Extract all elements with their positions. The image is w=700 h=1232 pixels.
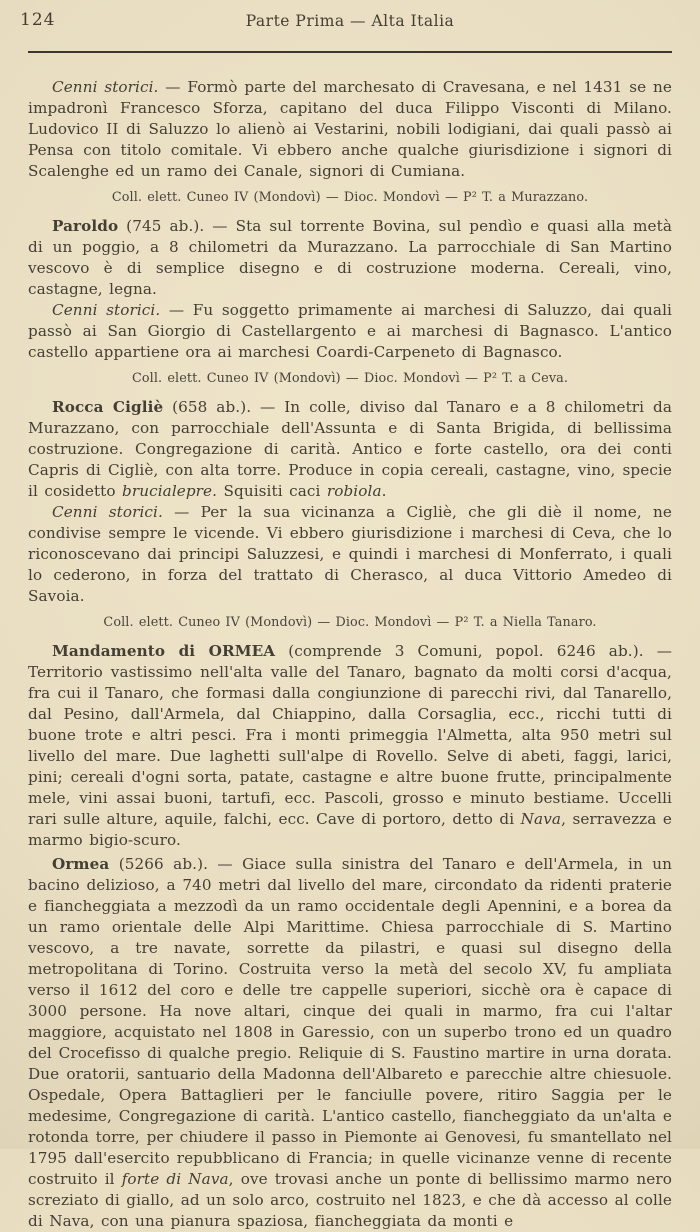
electoral-note-murazzano: Coll. elett. Cuneo IV (Mondovì) — Dioc. Mondovì — P² T. a Murazzano. (111, 190, 589, 205)
paragraph-text: (5266 ab.). — Giace sulla sinistra del Tanaro e dell'Armela, in un bacino delizioso, a 740 metri dal livello del mare, circondato da ridenti praterie e fiancheggiata a mezzodì da un ramo occidentale degli Apennini, e a borea da un ramo orientale delle Alpi Marittime. Chiesa parrocchiale di S. Martino vescovo, a tre navate, sorrette da pilastri, e quasi sul disegno della metropolitana di Torino. Costruita verso la metà del secolo XV, fu ampliata verso il 1612 del coro e delle tre cappelle superiori, sicchè ora è capace di 3000 persone. Ha nove altari, cinque dei quali in marmo, fra cui l'altar maggiore, acquistato nel 1808 in Garessio, con un superbo trono ed un quadro del Crocefisso di qualche pregio. Reliquie di S. Faustino martire in urna dorata. Due oratorii, santuario della Madonna dell'Albareto e parecchie altre chiesuole. Ospedale, Opera Battaglieri per le fanciulle povere, ritiro Saggia per le medesime, Congregazione di carità. L'antico castello, fiancheggiato da un'alta e rotonda torre, per chiudere il passo in Piemonte ai Genovesi, fu smantellato nel 1795 dall'esercito repubblicano di Francia; in quelle vicinanze venne di recente costruito il (28, 855, 672, 1188)
paragraph-text: , serravezza e marmo bigio-scuro. (28, 810, 672, 849)
italic-term: forte di Nava (121, 1170, 229, 1188)
electoral-note-niella-tanaro: Coll. elett. Cuneo IV (Mondovì) — Dioc. Mondovì — P² T. a Niella Tanaro. (103, 615, 597, 630)
paragraph-cenni-storici-3 (28, 502, 672, 607)
paragraph-lead: Cenni storici. (52, 503, 163, 521)
italic-term: brucialepre. (122, 482, 218, 500)
entry-name: Paroldo (52, 217, 119, 235)
paragraph-paroldo (28, 216, 672, 300)
paragraph-text: (comprende 3 Comuni, popol. 6246 ab.). — Territorio vastissimo nell'alta valle del Tanaro, bagnato da molti corsi d'acqua, fra cui il Tanaro, che formasi dalla congiunzione di parecchi rivi, dal Tanarello, dal Pesino, dall'Armela, dal Chiappino, dalla Corsaglia, ecc., ricchi tutti di buone trote e altri pesci. Fra i monti primeggia l'Almetta, alta 950 metri sul livello del mare. Due laghetti sull'alpe di Rovello. Selve di abeti, faggi, larici, pini; cereali d'ogni sorta, patate, castagne e altre buone frutte, principalmente mele, vini assai buoni, tartufi, ecc. Pascoli, grosso e minuto bestiame. Uccelli rari sulle alture, aquile, falchi, ecc. Cave di portoro, detto di (28, 642, 672, 828)
electoral-note-ceva: Coll. elett. Cuneo IV (Mondovì) — Dioc. Mondovì — P² T. a Ceva. (131, 371, 569, 386)
paragraph-text: , ove trovasi anche un ponte di bellissimo marmo nero screziato di giallo, ad un solo arco, costruito nel 1823, e che dà accesso al colle di Nava, con una pianura spaziosa, fiancheggiata da monti e (28, 1170, 672, 1230)
entry-name: Mandamento di ORMEA (52, 642, 276, 660)
paragraph-lead: Cenni storici. (52, 78, 159, 96)
paragraph-text: . (381, 482, 387, 500)
paragraph-text: — Fu soggetto primamente ai marchesi di Saluzzo, dai quali passò ai San Giorgio di Castellargento e ai marchesi di Bagnasco. L'antico castello appartiene ora ai marchesi Coardi-Carpeneto di Bagnasco. (28, 301, 673, 361)
paragraph-text: Squisiti caci (217, 482, 327, 500)
running-head (20, 0, 672, 42)
paragraph-cenni-storici-2 (28, 300, 672, 363)
paragraph-ormea (28, 854, 672, 1232)
paragraph-text: (745 ab.). — Sta sul torrente Bovina, sul pendìo e quasi alla metà di un poggio, a 8 chilometri da Murazzano. La parrocchiale di San Martino vescovo è di semplice disegno e di costruzione moderna. Cereali, vino, castagne, legna. (28, 217, 672, 298)
page-number: 124 (20, 10, 56, 30)
italic-term: Nava (520, 810, 562, 828)
paragraph-mandamento-ormea (28, 641, 672, 851)
running-title: Parte Prima — Alta Italia (245, 12, 455, 30)
entry-name: Rocca Cigliè (52, 398, 164, 416)
paragraph-text: — Formò parte del marchesato di Cravesana, e nel 1431 se ne impadronì Francesco Sforza, capitano del duca Filippo Visconti di Milano. Ludovico II di Saluzzo lo alienò ai Vestarini, nobili lodigiani, dai quali passò ai Pensa con titolo comitale. Vi ebbero anche qualche giurisdizione i signori di Scalenghe ed un ramo dei Canale, signori di Cumiana. (28, 78, 672, 180)
paragraph-cenni-storici-1 (28, 77, 672, 182)
paragraph-text: — Per la sua vicinanza a Cigliè, che gli diè il nome, ne condivise sempre le vicende. Vi ebbero giurisdizione i marchesi di Ceva, che lo riconoscevano dai principi Saluzzesi, e quindi i marchesi di Monferrato, i quali lo cederono, in forza del trattato di Cherasco, al duca Vittorio Amedeo di Savoia. (28, 503, 673, 605)
entry-name: Ormea (52, 855, 110, 873)
paragraph-text: (658 ab.). — In colle, diviso dal Tanaro e a 8 chilometri da Murazzano, con parrocchiale dell'Assunta e di Santa Brigida, di bellissima costruzione. Congregazione di carità. Antico e forte castello, ora dei conti Capris di Cigliè, con alta torre. Produce in copia cereali, castagne, vino, specie il cosidetto (28, 398, 672, 500)
italic-term: robiola (326, 482, 382, 500)
paragraph-lead: Cenni storici. (52, 301, 161, 319)
body-text (28, 77, 672, 1232)
header-rule (28, 51, 672, 53)
paragraph-rocca-ciglie (28, 397, 672, 502)
